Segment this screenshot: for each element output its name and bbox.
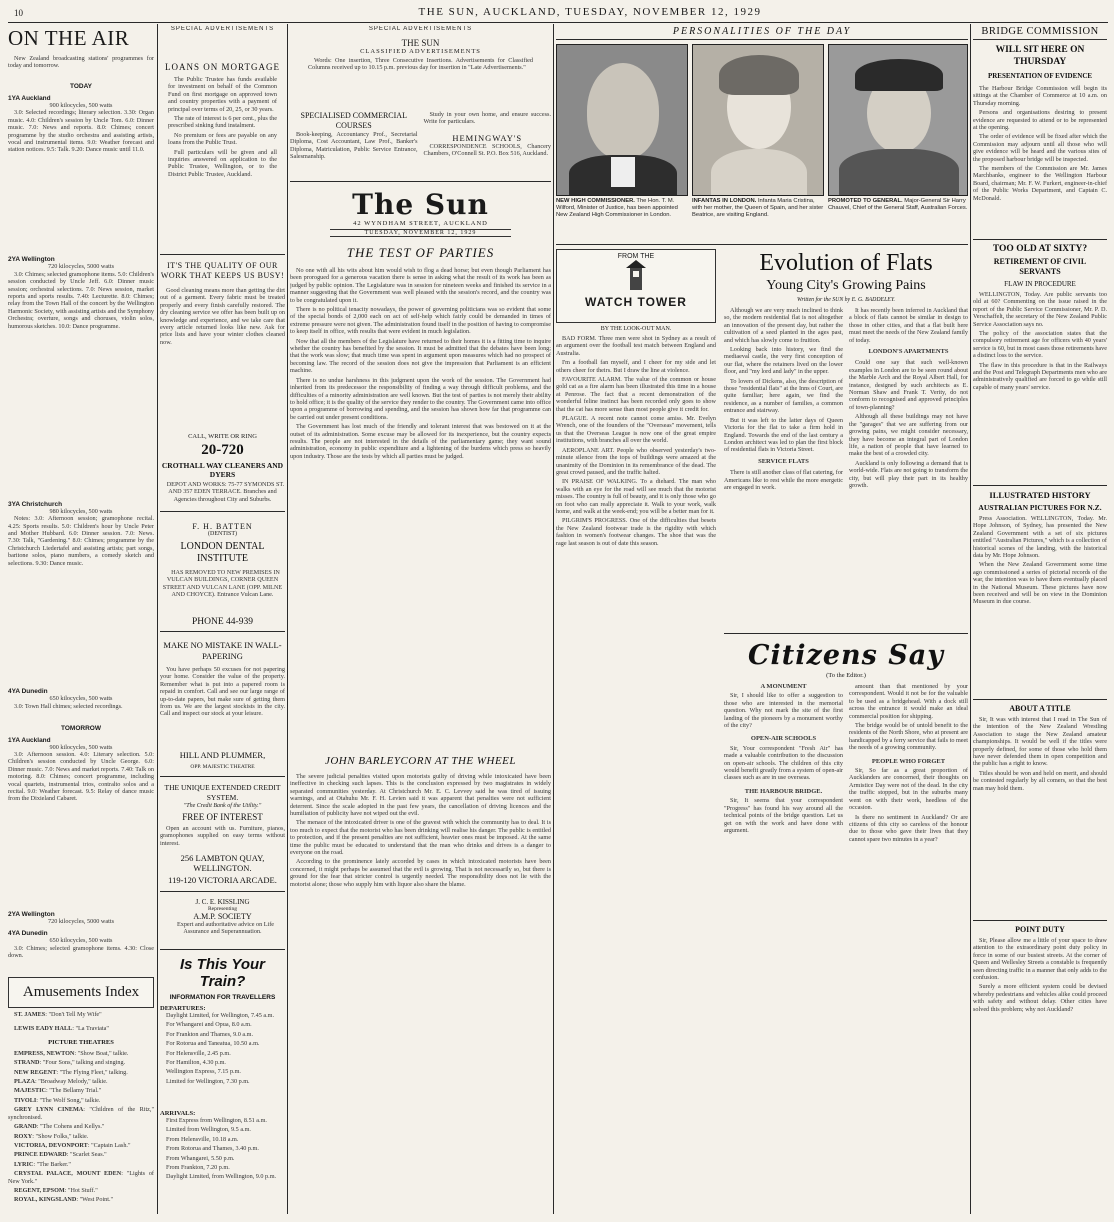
evidence-head: PRESENTATION OF EVIDENCE (987, 72, 1093, 80)
train-title: Is This Your Train? (179, 956, 266, 990)
sun-masthead-address: 42 WYNDHAM STREET, AUCKLAND (353, 220, 488, 227)
watchtower-section: FROM THE WATCH TOWER BY THE LOOK-OUT MAN. BAD FORM. Three men were shot in Sydney as a result of an argument over the football test match between England and Australia. I'm a football fan myself, and I cheer for my side and let others cheer for theirs. But I draw the line at violence. FAVOURITE ALARM. The value of the common or house gold cat as a fire alarm has been illustrated this time in a house at Penrose. The fact that a recent demonstration of the wonderful feline instinct has been recorded only goes to show that the cat has more sense than most people give it credit for. PLAGUE. A recent note cannot come amiss. Mr. Evelyn Wrench, one of the founders of the "Overseas" movement, tells us that the Overseas League is now one of the great empire institutions, with branches all over the world. AEROPLANE ART. People who observed yesterday's two-minute silence from the tops of buildings were amazed at the unanimity of the Dominion in its remembrance of the dead. The great crowd paused, and the traffic halted. IN PRAISE OF WALKING. To a diehard. The man who walks with an eye for the road will see much that the motorist misses. The country is full of beauty, and it is only those who go on foot who can really appreciate it. Walk to your work, walk home, and walk at the week-end; you will be a better man for it. PILGRIM'S PROGRESS. One of the difficulties that besets the New Zealand footwear trade is the rigidity with which fashion in women's footwear changes. The shoe that was the rage last season is out of date this season. (556, 249, 716, 1053)
watchtower-title: WATCH TOWER (585, 295, 687, 309)
photo-caption-head-1: NEW HIGH COMMISSIONER. (556, 198, 635, 204)
bridge-commission-title: BRIDGE COMMISSION (973, 26, 1107, 40)
special-ads-column: SPECIAL ADVERTISEMENTS LOANS ON MORTGAGE The Public Trustee has funds available for investment on behalf of the Common Fund on first mortgage on approved town and country properties with a payment of principal over terms of 20, 25, or 30 years. The rate of interest is 6 per cent., plus the prescribed sinking fund instalment. No premium or fees are payable on any loans from the Public Trust. Full particulars will be given and all inquiries answered on application to the Public Trustee, Wellington, or to the District Public Trustee, Auckland. IT'S THE QUALITY OF OUR WORK THAT KEEPS US BUSY! Good cleaning means more than getting the dirt out of a garment. Every fabric must be treated properly and every finish carefully restored. The dry cleaning service we offer has been built up on knowledge and experience, and we take care that every article returned looks like new. Ask for price lists and have your winter clothes cleaned now. CALL, WRITE OR RING 20-720 CROTHALL WAY CLEANERS AND DYERS DEPOT AND WORKS: 75-77 SYMONDS ST. AND 357 EDEN TERRACE. Branches and Agencies throughout City and Suburbs. F. H. BATTEN (DENTIST) LONDON DENTAL INSTITUTE HAS REMOVED TO NEW PREMISES IN VULCAN BUILDINGS, CORNER QUEEN STREET AND VULCAN LANE (OPP. MILNE AND CHOYCE). Entrance Vulcan Lane. PHONE 44-939 MAKE NO MISTAKE IN WALL-PAPERING You have perhaps 50 excuses for not papering your home. Consider the value of the property. Remember what is put into a papered room is repaid in comfort. Call and see our large range of up-to-date papers, but make sure of getting them from us. We are the largest stockists in the city. Call and inspect our stock at your leisure. HILL AND PLUMMER, OPP. MAJESTIC THEATRE THE UNIQUE EXTENDED CREDIT SYSTEM. "The Credit Bank of the Utility." FREE OF INTEREST Open an account with us. Furniture, pianos, gramophones supplied on easy terms without interest. 256 LAMBTON QUAY, WELLINGTON. 119-120 VICTORIA ARCADE. J. C. E. KISSLING Representing A.M.P. SOCIETY Expert and authoritative advice on Life Assurance and Superannuation. Is This Your Train? INFORMATION FOR TRAVELLERS DEPARTURES: Daylight Limited, for Wellington, 7.45 a.m. For Whangarei and Opua, 8.0 a.m. For Frankton and Thames, 9.0 a.m. For Rotorua and Taneatua, 10.50 a.m. For Helensville, 2.45 p.m. For Hamilton, 4.30 p.m. Wellington Express, 7.15 p.m. Limited for Wellington, 7.30 p.m. ARRIVALS: First Express from Wellington, 8.51 a.m. Limited from Wellington, 9.5 a.m. From Helensville, 10.18 a.m. From Rotorua and Thames, 3.40 p.m. From Whangarei, 5.50 p.m. From Frankton, 7.20 p.m. Daylight Limited, from Wellington, 9.0 p.m. (160, 26, 285, 1181)
watchtower-byline: BY THE LOOK-OUT MAN. (600, 326, 672, 332)
special-ads-header-2: SPECIAL ADVERTISEMENTS (368, 26, 473, 32)
departures-head: DEPARTURES: (160, 1005, 206, 1012)
kissling: J. C. E. KISSLING (195, 898, 250, 906)
letter-people-forget: PEOPLE WHO FORGET (871, 757, 946, 765)
citizens-title: Citizens Say (748, 640, 944, 671)
personalities-header: PERSONALITIES OF THE DAY (672, 26, 852, 37)
flats-subtitle: Young City's Growing Pains (766, 278, 926, 293)
photo-infantas (692, 44, 824, 196)
amp-society: A.M.P. SOCIETY (193, 912, 252, 921)
bridge-subtitle: WILL SIT HERE ON THURSDAY (995, 45, 1085, 67)
train-subtitle: INFORMATION FOR TRAVELLERS (169, 994, 276, 1001)
on-the-air-title: ON THE AIR (8, 26, 130, 50)
letter-monument: A MONUMENT (760, 683, 807, 690)
lambton-address: 256 LAMBTON QUAY, WELLINGTON. (180, 853, 265, 873)
service-flats-head: SERVICE FLATS (758, 457, 809, 465)
retirement-head: RETIREMENT OF CIVIL SERVANTS (993, 257, 1087, 276)
tower-icon (616, 260, 656, 290)
free-interest: FREE OF INTEREST (182, 812, 263, 822)
flaw-head: FLAW IN PROCEDURE (1004, 280, 1076, 288)
on-the-air-column: ON THE AIR New Zealand broadcasting stations' programmes for today and tomorrow. TODAY 1YA Auckland 900 kilocycles, 500 watts 3.0: Selected recordings; literary selection. 3.30: Organ music. 4.0: Children's session by Uncle Tom. 6.0: Dinner music. 7.0: News and reports. 8.0: Chimes; concert programme by the studio orchestra and assisting artists, vocal and instrumental items. 9.0: Weather forecast and station notices. 9.5: Talk. 9.20: Dance music until 11.0. 2YA Wellington 720 kilocycles, 5000 watts 3.0: Chimes; selected gramophone items. 5.0: Children's session conducted by Uncle Jeff. 6.0: Dinner music session; orchestral selections. 7.0: News session, market reports and sports results. 7.40: Lecturette. 8.0: Chimes; relay from the Town Hall of the concert by the Wellington Harmonic Society, with assisting artists and the Symphony Orchestra; overture, songs and choruses, violin solos, humorous sketches. 10.0: Dance programme. 3YA Christchurch 980 kilocycles, 500 watts Notes: 3.0: Afternoon session; gramophone recital. 4.25: Sports results. 5.0: Children's hour by Uncle Peter and Mother Hubbard. 6.0: Dinner session. 7.0: News. 7.30: Talk, "Gardening." 8.0: Chimes; programme by the Christchurch Liedertafel and assisting artists; part songs, baritone solos, piano numbers, a comedy sketch and selections. 9.30: Dance music. 4YA Dunedin 650 kilocycles, 500 watts 3.0: Town Hall chimes; selected recordings. TOMORROW 1YA Auckland 900 kilocycles, 500 watts 3.0: Afternoon session. 4.0: Literary selection. 5.0: Children's session conducted by Uncle George. 6.0: Dinner music. 7.0: News and market reports. 7.40: Talk on motoring. 8.0: Chimes; concert programme, including vocal quartets, instrumental trios, contralto solos and a recital. 9.0: Weather forecast. 9.5: Relay of dance music from the Dixieland Cabaret. 2YA Wellington 720 kilocycles, 5000 watts 4YA Dunedin 650 kilocycles, 500 watts 3.0: Chimes; selected gramophone items. 4.30: Close down. Amusements Index ST. JAMES: "Don't Tell My Wife" LEWIS EADY HALL: "La Traviata" PICTURE THEATRES EMPRESS, NEWTON: "Show Boat," talkie. STRAND: "Four Sons," talking and singing. NEW REGENT: "The Flying Fleet," talking. PLAZA: "Broadway Melody," talkie. MAJESTIC: "The Bellamy Trial." TIVOLI: "The Wolf Song," talkie. GREY LYNN CINEMA: "Children of the Ritz," synchronised. GRAND: "The Cohens and Kellys." ROXY: "Show Folks," talkie. VICTORIA, DEVONPORT: "Captain Lash." PRINCE EDWARD: "Scarlet Seas." LYRIC: "The Barker." CRYSTAL PALACE, MOUNT EDEN: "Lights of New York." REGENT, EPSOM: "Hot Stuff." ROYAL, KINGSLAND: "West Point." (8, 26, 154, 1216)
watchtower-banner: FROM THE WATCH TOWER (556, 249, 716, 323)
quality-title: IT'S THE QUALITY OF OUR WORK THAT KEEPS US BUSY! (160, 261, 285, 280)
newspaper-dateline: THE SUN, AUCKLAND, TUESDAY, NOVEMBER 12, 1929 (418, 6, 762, 18)
today-label: TODAY (69, 83, 93, 90)
unique-credit-title: THE UNIQUE EXTENDED CREDIT SYSTEM. (164, 783, 281, 802)
classified-label: CLASSIFIED ADVERTISEMENTS (360, 48, 481, 55)
station-2ya-tomorrow: 2YA Wellington (8, 911, 55, 919)
editorial-title: THE TEST OF PARTIES (346, 245, 495, 260)
dental-institute: LONDON DENTAL INSTITUTE (180, 541, 265, 564)
station-kc: 900 kilocycles, 500 watts (49, 102, 113, 109)
page-number: 10 (14, 8, 23, 18)
photo-caption-head-3: PROMOTED TO GENERAL. (828, 198, 903, 204)
hemingways: HEMINGWAY'S (452, 133, 523, 143)
crothall-phone: 20-720 (201, 442, 244, 458)
special-ads-header: SPECIAL ADVERTISEMENTS (170, 26, 275, 32)
amusements-index-box (8, 977, 154, 1008)
station-4ya-tomorrow: 4YA Dunedin (8, 930, 48, 938)
too-old-head: TOO OLD AT SIXTY? (992, 244, 1088, 254)
point-duty-head: POINT DUTY (1015, 925, 1065, 934)
wallpaper-title: MAKE NO MISTAKE IN WALL-PAPERING (163, 640, 282, 661)
crothall-name: CROTHALL WAY CLEANERS AND DYERS (161, 461, 284, 479)
barleycorn-title: JOHN BARLEYCORN AT THE WHEEL (324, 755, 517, 767)
flats-byline: Written for the SUN by E. G. BADDELEY. (796, 297, 895, 303)
flats-title: Evolution of Flats (759, 250, 933, 276)
station-1ya-tomorrow: 1YA Auckland (8, 736, 51, 744)
australian-pictures-head: AUSTRALIAN PICTURES FOR N.Z. (978, 503, 1102, 512)
letter-open-air: OPEN-AIR SCHOOLS (750, 735, 817, 743)
sun-masthead-title: The Sun (352, 188, 489, 221)
station-2ya-today: 2YA Wellington (8, 256, 55, 264)
theatre-entry: ST. JAMES (14, 1010, 46, 1018)
citizens-sub: (To the Editor.) (826, 672, 866, 679)
letter-harbour-bridge: THE HARBOUR BRIDGE. (744, 787, 823, 795)
arrivals-head: ARRIVALS: (160, 1110, 196, 1117)
picture-theatres-head: PICTURE THEATRES (48, 1038, 114, 1046)
london-apartments-head: LONDON'S APARTMENTS (868, 348, 949, 356)
about-title-head: ABOUT A TITLE (1009, 704, 1071, 713)
editorial-column: SPECIAL ADVERTISEMENTS THE SUN CLASSIFIED ADVERTISEMENTS Words: One insertion, Three Consecutive Insertions. Advertisements for Classified Columns received up to 10.15 p.m. previous day for insertion in "Late Advertisements." SPECIALISED COMMERCIAL COURSES Book-keeping, Accountancy Prof., Secretarial Diploma, Cost Accountant, Law Prof., Banker's Diploma, Matriculation, Public Service Entrance, Salesmanship. Study in your own home, and ensure success. Write for particulars. HEMINGWAY'S CORRESPONDENCE SCHOOLS, Chancery Chambers, O'Connell St. P.O. Box 516, Auckland. The Sun 42 WYNDHAM STREET, AUCKLAND TUESDAY, NOVEMBER 12, 1929 THE TEST OF PARTIES No one with all his wits about him would wish to flog a dead horse; but even though Parliament has been prorogued for a generous vacation there is sense in asking what the result of its work has been as judged by public opinion. The Legislature was in session for nineteen weeks and finished its service in a manner suggesting that the Government was well pleased with the session's record, and the country was to be congratulated upon it. There is no political tenacity nowadays, the power of governing politicians was so evident that some of the special bonds of 2,000 each on act of self-help which fairly could be demanded in times of extreme pressure were not given. The administration found itself in the position of having to compromise to keep itself in office, with results that were evident in much legislation. Now that all the members of the Legislature have returned to their homes it is a fitting time to inquire whether the country has benefited by the session. It must be admitted that the debates have been long; that the work was slow; that much time was spent in argument upon measures which had no prospect of becoming law. The record of the session does not give the impression that Parliament is an efficient machine. There is no undue harshness in this judgment upon the work of the session. The Government had inherited from its predecessor the responsibility of finding a way through difficult problems, and the difficulties of a minority administration are well known. But the test of parties is not merely their ability to hold office; it is the quality of the service they render to the country. The Government came into office upon a programme of borrowing and spending, and the session has shown how far that programme can be carried out under present conditions. The Government has lost much of the friendly and tolerant interest that was bestowed on it at the outset of its administration. Some excuse may be allowed for its inexperience, but the country expects results. The people are not interested in the details of the parliamentary game; they want sound administration, economy in public expenditure and a lightening of the burdens which press so heavily upon industry. Those are the tests by which all parties must be judged. JOHN BARLEYCORN AT THE WHEEL The severe judicial penalties visited upon motorists guilty of driving while intoxicated have been ineffective in checking such lapses. This is the conclusion expressed by two magistrates in widely separated communities yesterday. At Christchurch Mr. E. C. Levvey said he was tired of issuing warnings, and at Otahuhu Mr. F. H. Levien said it was apparent that penalties were not sufficient deterrent. Since the scale adopted in the past few years, the cancellation of driving licences and the humiliation of publicity have not wiped out the evil. The menace of the intoxicated driver is one of the gravest with which the community has to deal. It is too much to expect that the motorist who has been drinking will realise his danger. The public is entitled to protection, and if the present penalties are not sufficient, heavier ones must be imposed. At the same time the public must be educated to understand that the man who drinks and drives is a danger to everyone on the road. According to the prominence lately accorded by cases in which intoxicated motorists have been concerned, it might perhaps be assumed that the evil is growing. That is not necessarily so, but there is ground for the fear that stricter control is urgently needed. The responsibility does not lie with the motorist alone; those who supply him with liquor also share the blame. (290, 26, 551, 888)
call-write: CALL, WRITE OR RING (188, 433, 257, 440)
tomorrow-label: TOMORROW (61, 724, 101, 732)
photo-chauvel (828, 44, 968, 196)
victoria-arcade: 119-120 VICTORIA ARCADE. (168, 875, 277, 885)
right-column: BRIDGE COMMISSION WILL SIT HERE ON THURSDAY PRESENTATION OF EVIDENCE The Harbour Bridge Commission will begin its sittings at the Chamber of Commerce at 10 a.m. on Thursday morning. Persons and organisations desiring to present evidence are requested to attend or to be represented at the opening. The order of evidence will be fixed after which the Commission may adjourn until all those who will give evidence will be heard and the various sites of the proposed harbour bridge will be inspected. The members of the Commission are Mr. James Marchbanks, engineer to the Wellington Harbour Board, chairman; Mr. F. W. Furkert, engineer-in-chief of the Public Works Department, and Captain C. McDonald. TOO OLD AT SIXTY? RETIREMENT OF CIVIL SERVANTS FLAW IN PROCEDURE WELLINGTON, Today. Are public servants too old at 60? Commenting on the issue raised in the report of the Public Service Commissioner, Mr. P. D. Verschaffelt, the secretary of the New Zealand Public Service Association says no. The policy of the association states that the compulsory retirement age for officers with 40 years' service is 60, but in most cases those retirements have a distinct loss to the service. The flaw in this procedure is that in the Railways and the Post and Telegraph Departments men who are administratively qualified are forced to go while still capable of many years' service. ILLUSTRATED HISTORY AUSTRALIAN PICTURES FOR N.Z. Press Association. WELLINGTON, Today. Mr. Hope Johnson, of Sydney, has presented the New Zealand Government with a set of six pictures entitled "Australian Pictures," which is a collection of historical scenes of the landing, with the historical data by Mr. Hope Johnson. When the New Zealand Government some time ago commissioned a series of pictorial records of the war, the intention was to have them eventually placed in the National Museum. These pictures have now been received and will be on view in the Dominion Museum in due course. ABOUT A TITLE Sir, It was with interest that I read in The Sun of the intention of the New Zealand Wrestling Association to stage the New Zealand amateur championships. It would be well if the titles were properly defined, for some of those who hold them have never defended them in open competition and the public has a right to know. Titles should be won and held on merit, and should be contested regularly by all comers, so that the best man may hold them. POINT DUTY Sir, Please allow me a little of your space to draw attention to the extraordinary point duty policy in force in some of our busiest streets. At the corner of Queen and Wellesley Streets a constable is frequently seen directing traffic in a manner that only adds to the confusion. Surely a more efficient system could be devised whereby pedestrians and vehicles alike could proceed with safety and without delay. Other cities have solved this problem; why not Auckland? (973, 26, 1107, 1013)
amusements-title: Amusements Index (22, 983, 140, 1000)
specialised-courses: SPECIALISED COMMERCIAL COURSES (300, 111, 407, 130)
station-4ya-today: 4YA Dunedin (8, 688, 48, 696)
sun-masthead-date: TUESDAY, NOVEMBER 12, 1929 (330, 229, 511, 237)
illustrated-history-head: ILLUSTRATED HISTORY (989, 490, 1091, 500)
station-3ya-today: 3YA Christchurch (8, 500, 63, 508)
loans-title: LOANS ON MORTGAGE (165, 62, 280, 72)
personalities-column: PERSONALITIES OF THE DAY NEW HIGH COMMISSIONER. The Hon. T. M. Wilford, Minister of Justice, has been appointed New Zealand High Commissioner in London. INFANTAS IN LONDON. Infanta Maria Cristina, with her mother, the Queen of Spain, and her sister Beatrice, are visiting England. PROMOTED TO GENERAL. Major-General Sir Harry Chauvel, Chief of the General Staff, Australian Forces. FROM THE WATCH TOWER BY THE LOOK-OUT MAN. BAD FORM. Three men were shot in Sydney as a result of an argument over the football test match between England and Australia. I'm a football fan myself, and I cheer for my side and let others cheer for theirs. But I draw the line at violence. FAVOURITE ALARM. The value of the common or house gold cat as a fire alarm has been illustrated this time in a house at Penrose. The fact that a recent demonstration of the wonderful feline instinct has been recorded only goes to show that the cat has more sense than most people give it credit for. PLAGUE. A recent note cannot come amiss. Mr. Evelyn Wrench, one of the founders of the "Overseas" movement, tells us that the Overseas League is now one of the great empire institutions, with branches all over the world. AEROPLANE ART. People who observed yesterday's two-minute silence from the tops of buildings were amazed at the unanimity of the Dominion in its remembrance of the dead. The great crowd paused, and the traffic halted. IN PRAISE OF WALKING. To a diehard. The man who walks with an eye for the road will see much that the motorist misses. The country is full of beauty, and it is only those who go on foot who can really appreciate it. Walk to your work, walk home, and walk at the week-end; you will be a better man for it. PILGRIM'S PROGRESS. One of the difficulties that besets the New Zealand footwear trade is the rigidity with which fashion in women's footwear changes. The shoe that was the rage last season is out of date this season. Evolution of Flats Young City's Growing Pains Written for the SUN by E. G. BADDELEY. Although we are very much inclined to think so, the modern residential flat is not altogether an innovation of the present day, but rather the cultivation of a seed planted in the ages past, and which has slowly come to fruition. Looking back into history, we find the mediaeval castle, the very first conception of our flat, where the retainers lived on the lower floor, and "my lord and lady" in the upper. To lovers of Dickens, also, the description of those "residential flats" at the Inns of Court, are quite familiar; here again, we find the residence, as a number of families, a common entrance and stairway. But it was left to the latter days of Queen Victoria for the flat to take a firm hold in England. Towards the end of the last century a London architect was led to plan the first block of residential flats in Victoria Street. SERVICE FLATS There is still another class of flat catering, for Americans like to rest while the more energetic are engaged in work. It has recently been inferred in Auckland that a block of flats cannot be similar in design to those in other cities, and that a flat built here must meet the needs of the New Zealand family of today. LONDON'S APARTMENTS Could one say that such well-known examples in London are to be seen round about the Marble Arch and the Royal Albert Hall, for instance, designed by such architects as E. Norman Shaw and Frank T. Verity, do not conform to recognised and approved principles of town-planning? Although all these buildings may not have the "garages" that we are suffering from our growing pains, we might consider necessary, they have become an integral part of London life, a nation of people that have learned to make the best of a crowded city. Auckland is only following a demand that is world-wide. Flats are not going to transform the city, but will play their part in its healthy growth. Citizens Say (To the Editor.) A MONUMENT Sir, I should like to offer a suggestion to those who are interested in the memorial question. Why not mark the site of the first landing of the pioneers by a monument worthy of the city? OPEN-AIR SCHOOLS Sir, Your correspondent "Fresh Air" has made a valuable contribution to the discussion on open-air schools. The children of this city would benefit greatly from a system of open-air classes such as are in use overseas. THE HARBOUR BRIDGE. Sir, It seems that your correspondent "Progress" has found his way around all the technical points of the bridge question. Let us get on with the work and have done with argument. amount than that mentioned by your correspondent. Would it not be for the valuable to be used as a bridgehead. With a dock still across the entrance it would make an ideal commercial position for shipping. The bridge would be of untold benefit to the residents of the North Shore, who at present are handicapped by a ferry service that fails to meet the needs of a growing community. PEOPLE WHO FORGET Sir, So far as a great proportion of Aucklanders are concerned, their thoughts on Armistice Day were not of the dead. In the city the traffic stopped, but in the suburbs many went on with their work, heedless of the occasion. Is there no sentiment in Auckland? Or are citizens of this city so careless of the honour due to those who gave their lives that they cannot spare two minutes in a year? (556, 26, 968, 1216)
flats-article: Evolution of Flats Young City's Growing Pains Written for the SUN by E. G. BADDELEY. Although we are very much inclined to think so, the modern residential flat is not altogether an innovation of the present day, but rather the cultivation of a seed planted in the ages past, and which has slowly come to fruition. Looking back into history, we find the mediaeval castle, the very first conception of our flat, where the retainers lived on the lower floor, and "my lord and lady" in the upper. To lovers of Dickens, also, the description of those "residential flats" at the Inns of Court, are quite familiar; here again, we find the residence, as a number of families, a common entrance and stairway. But it was left to the latter days of Queen Victoria for the flat to take a firm hold in England. Towards the end of the last century a London architect was led to plan the first block of residential flats in Victoria Street. SERVICE FLATS There is still another class of flat catering, for Americans like to rest while the more energetic are engaged in work. It has recently been inferred in Auckland that a block of flats cannot be similar in design to those in other cities, and that a flat built here must meet the needs of the New Zealand family of today. LONDON'S APARTMENTS Could one say that such well-known examples in London are to be seen round about the Marble Arch and the Royal Albert Hall, for instance, designed by such architects as E. Norman Shaw and Frank T. Verity, do not conform to recognised and approved principles of town-planning? Although all these buildings may not have the "garages" that we are suffering from our growing pains, we might consider necessary, they have become an integral part of London life, a nation of people that have learned to make the best of a crowded city. Auckland is only following a demand that is world-wide. Flats are not going to transform the city, but will play their part in its healthy growth. Citizens Say (To the Editor.) A MONUMENT Sir, I should like to offer a suggestion to those who are interested in the memorial question. Why not mark the site of the first landing of the pioneers by a monument worthy of the city? OPEN-AIR SCHOOLS Sir, Your correspondent "Fresh Air" has made a valuable contribution to the discussion on open-air schools. The children of this city would benefit greatly from a system of open-air classes such as are in use overseas. THE HARBOUR BRIDGE. Sir, It seems that your correspondent "Progress" has found his way around all the technical points of the bridge question. Let us get on with the work and have done with argument. amount than that mentioned by your correspondent. Would it not be for the valuable to be used as a bridgehead. With a dock still across the entrance it would make an ideal commercial position for shipping. The bridge would be of untold benefit to the residents of the North Shore, who at present are handicapped by a ferry service that fails to meet the needs of a growing community. PEOPLE WHO FORGET Sir, So far as a great proportion of Aucklanders are concerned, their thoughts on Armistice Day were not of the dead. In the city the traffic stopped, but in the suburbs many went on with their work, heedless of the occasion. Is there no sentiment in Auckland? Or are citizens of this city so careless of the honour due to those who gave their lives that they cannot spare two minutes in a year? (724, 250, 968, 843)
photo-wilford (556, 44, 688, 196)
batten-name: F. H. BATTEN (192, 522, 253, 531)
batten-phone: PHONE 44-939 (192, 617, 253, 627)
station-1ya-today: 1YA Auckland (8, 95, 51, 102)
photo-caption-head-2: INFANTAS IN LONDON. (692, 198, 757, 204)
classified-sun: THE SUN (401, 38, 440, 48)
hill-plummer: HILL AND PLUMMER, (179, 750, 266, 760)
theatre-list: EMPRESS, NEWTON: "Show Boat," talkie. STRAND: "Four Sons," talking and singing. NEW REGENT: "The Flying Fleet," talking. PLAZA: "Broadway Melody," talkie. MAJESTIC: "The Bellamy Trial." TIVOLI: "The Wolf Song," talkie. GREY LYNN CINEMA: "Children of the Ritz," synchronised. GRAND: "The Cohens and Kellys." ROXY: "Show Folks," talkie. VICTORIA, DEVONPORT: "Captain Lash." PRINCE EDWARD: "Scarlet Seas." LYRIC: "The Barker." CRYSTAL PALACE, MOUNT EDEN: "Lights of New York." REGENT, EPSOM: "Hot Stuff." ROYAL, KINGSLAND: "West Point." (8, 1049, 154, 1204)
